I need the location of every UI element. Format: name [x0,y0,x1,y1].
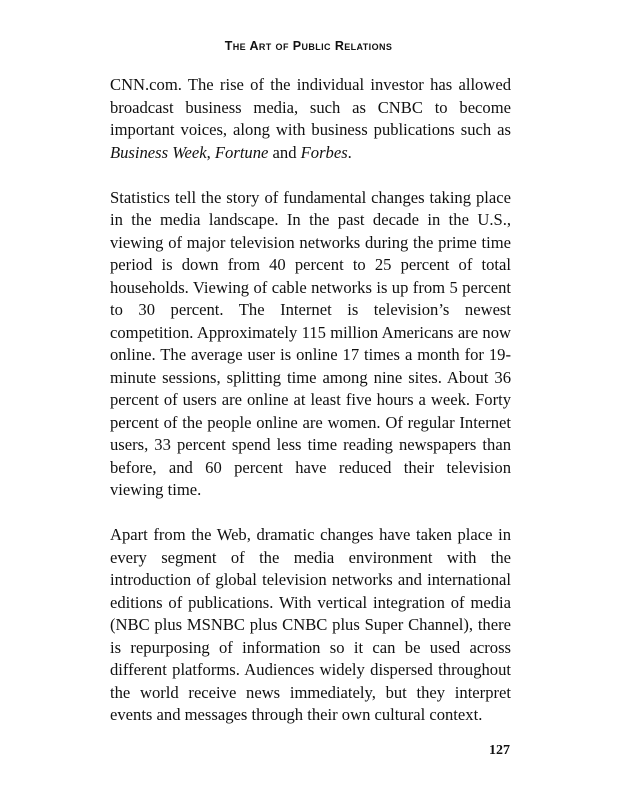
paragraph-1 [110,74,511,164]
paragraph-1-separator-2: and [268,142,301,162]
paragraph-1-intro: CNN.com. The rise of the individual investor has allowed broadcast business media, such as CNBC to become important voices, along with business publications such as [110,75,511,139]
publication-forbes: Forbes [300,142,348,162]
paragraph-3: Apart from the Web, dramatic changes have taken place in every segment of the media environment with the introduction of global television networks and international editions of publications. With vertical integration of media (NBC plus MSNBC plus CNBC plus Super Channel), there is repurposing of information so it can be used across different platforms. Audiences widely dispersed throughout the world receive news immediately, but they interpret events and messages through their own cultural context. [110,525,511,724]
publication-fortune: Fortune [214,142,269,162]
running-header-title: The Art of Public Relations [224,39,393,53]
paragraph-1-separator-1: , [206,142,215,162]
paragraph-2: Statistics tell the story of fundamental changes taking place in the media landscape. In the past decade in the U.S., viewing of major television networks during the prime time period is down from 40 percent to 25 percent of total households. Viewing of cable networks is up from 5 percent to 30 percent. The Internet is television’s newest competition. Approximately 115 million Americans are now online. The average user is online 17 times a month for 19-minute sessions, splitting time among nine sites. About 36 percent of users are online at least five hours a week. Forty percent of the people online are women. Of regular Internet users, 33 percent spend less time reading newspapers than before, and 60 percent have reduced their television viewing time. [110,187,511,499]
paragraph-1-end: . [347,142,352,162]
publication-business-week: Business Week [110,142,207,162]
page-number: 127 [489,743,510,758]
body-text [110,74,511,727]
